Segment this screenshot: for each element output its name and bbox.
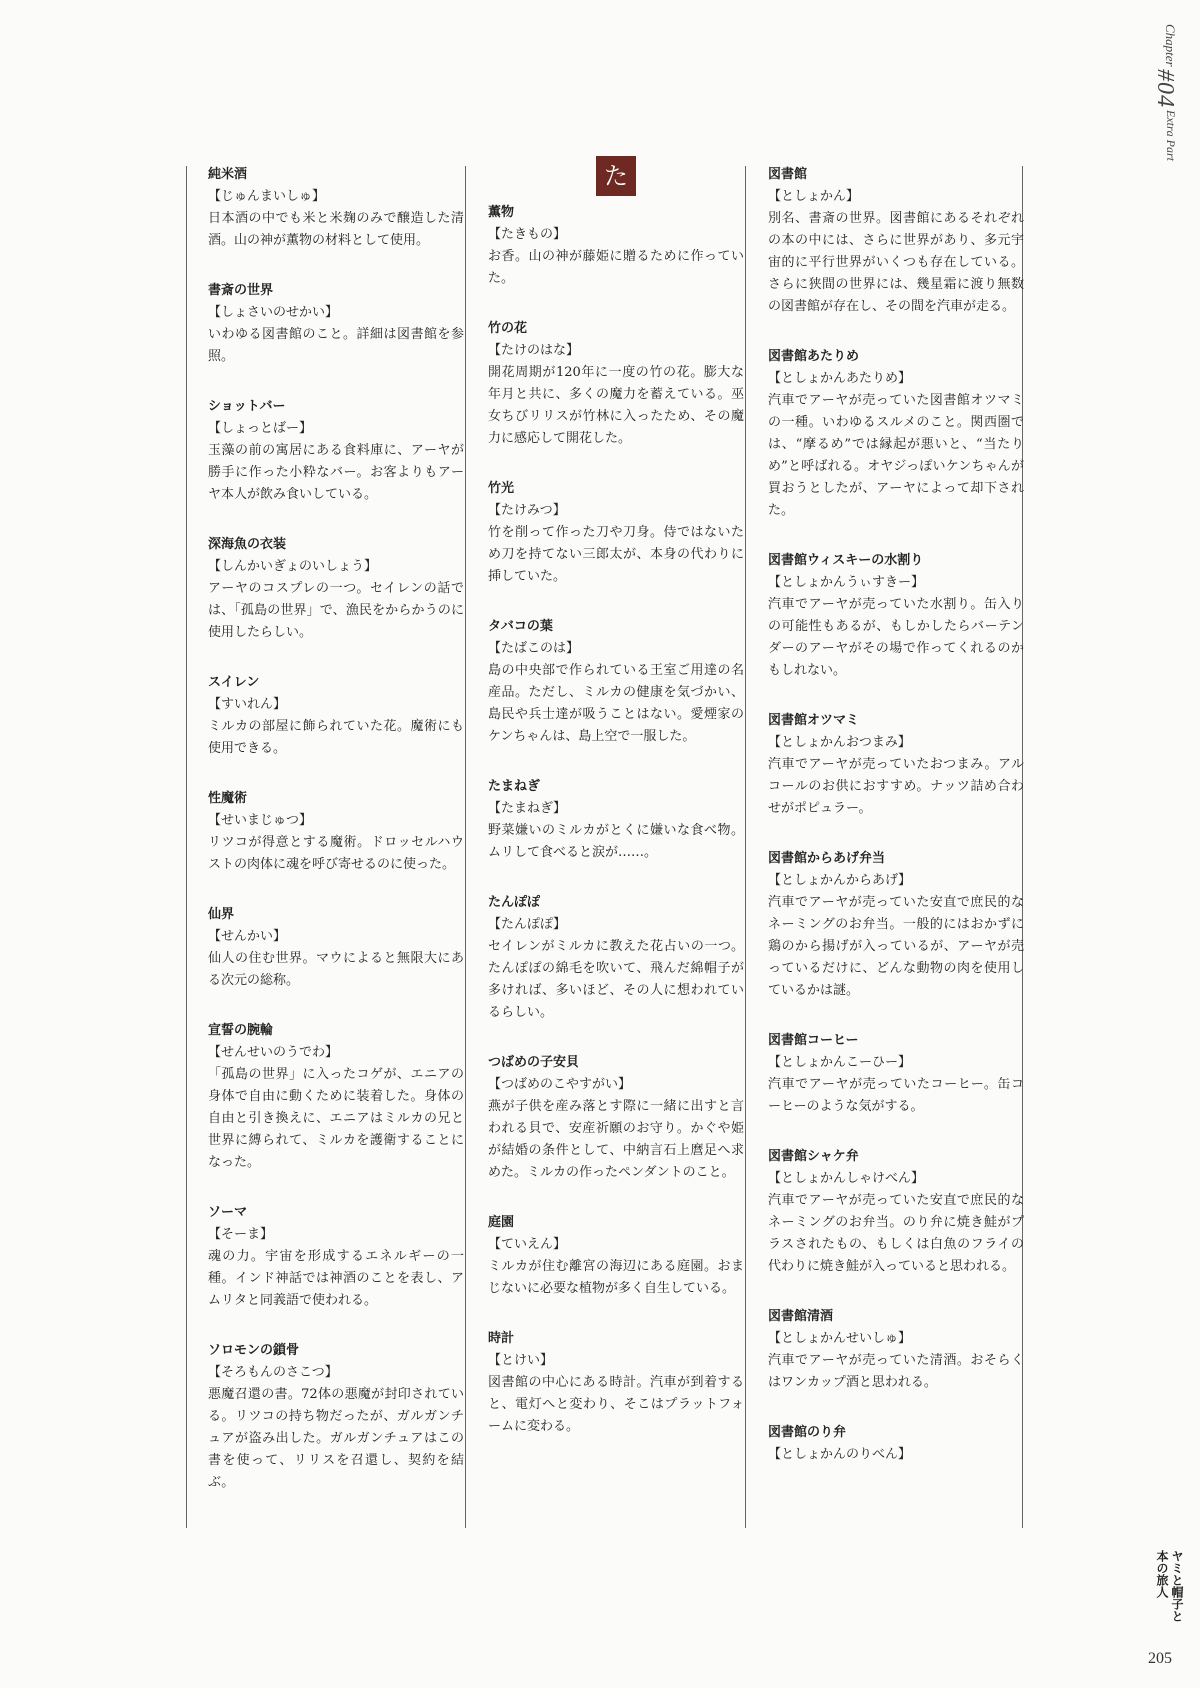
entry-description: セイレンがミルカに教えた花占いの一つ。たんぽぽの綿毛を吹いて、飛んだ綿帽子が多ければ、多いほど、その人に想われているらしい。 (488, 939, 744, 1020)
entry-term: タバコの葉 (488, 619, 553, 634)
entry-term: 図書館のり弁 (768, 1425, 847, 1440)
entry-reading: 【としょかんおつまみ】 (768, 735, 911, 750)
entry-reading: 【せんかい】 (208, 929, 287, 944)
entry-description: リツコが得意とする魔術。ドロッセルハウストの肉体に魂を呼び寄せるのに使った。 (208, 835, 464, 872)
entry-reading: 【たきもの】 (488, 227, 567, 242)
entry-term: 純米酒 (208, 167, 248, 182)
entry-reading: 【たまねぎ】 (488, 801, 567, 816)
entry-term: たんぽぽ (488, 895, 541, 910)
entry-description: 汽車でアーヤが売っていたコーヒー。缶コーヒーのような気がする。 (768, 1077, 1024, 1114)
entry-reading: 【せいまじゅつ】 (208, 813, 313, 828)
book-title (1154, 1550, 1184, 1622)
entry-description: お香。山の神が藤姫に贈るために作っていた。 (488, 249, 744, 286)
entry-description: 開花周期が120年に一度の竹の花。膨大な年月と共に、多くの魔力を蓄えている。巫女ちびリリスが竹林に入ったため、その魔力に感応して開花した。 (488, 365, 744, 446)
glossary-entry (208, 396, 464, 506)
entry-description: 魂の力。宇宙を形成するエネルギーの一種。インド神話では神酒のことを表し、アムリタと同義語で使われる。 (208, 1249, 464, 1308)
entry-term: スイレン (208, 675, 260, 690)
glossary-entry (768, 1146, 1024, 1278)
entry-description: 仙人の住む世界。マウによると無限大にある次元の総称。 (208, 951, 464, 988)
entry-term: 書斎の世界 (208, 283, 274, 298)
entry-reading: 【じゅんまいしゅ】 (208, 189, 326, 204)
entry-description: 玉藻の前の寓居にある食料庫に、アーヤが勝手に作った小粋なバー。お客よりもアーヤ本人が飲み食いしている。 (208, 443, 464, 502)
entry-description: 別名、書斎の世界。図書館にあるそれぞれの本の中には、さらに世界があり、多元宇宙的に平行世界がいくつも存在している。さらに狭間の世界には、幾星霜に渡り無数の図書館が存在し、その間を汽車が走る。 (768, 211, 1024, 314)
entry-term: 図書館からあげ弁当 (768, 851, 886, 866)
glossary-entry (208, 672, 464, 760)
entry-description: 汽車でアーヤが売っていた図書館オツマミの一種。いわゆるスルメのこと。関西圏では、“摩るめ”では縁起が悪いと、“当たりめ”と呼ばれる。オヤジっぽいケンちゃんが買おうとしたが、アーヤによって却下された。 (768, 393, 1024, 518)
glossary-entry (208, 1020, 464, 1174)
entry-description: アーヤのコスプレの一つ。セイレンの話では、「孤島の世界」で、漁民をからかうのに使用したらしい。 (208, 581, 464, 640)
glossary-entry (488, 202, 744, 290)
entry-reading: 【すいれん】 (208, 697, 287, 712)
entry-term: 庭園 (488, 1215, 515, 1230)
entry-description: 野菜嫌いのミルカがとくに嫌いな食べ物。ムリして食べると涙が……。 (488, 823, 744, 860)
glossary-entry (768, 710, 1024, 820)
glossary-column-1 (208, 164, 464, 1522)
glossary-entry (208, 788, 464, 876)
entry-term: 宣誓の腕輪 (208, 1023, 274, 1038)
entry-reading: 【ていえん】 (488, 1237, 567, 1252)
entry-reading: 【としょかんこーひー】 (768, 1055, 912, 1070)
entry-term: たまねぎ (488, 779, 541, 794)
entry-term: ソーマ (208, 1205, 248, 1220)
glossary-entry (488, 892, 744, 1024)
entry-description: 汽車でアーヤが売っていた清酒。おそらくはワンカップ酒と思われる。 (768, 1353, 1024, 1390)
entry-term: ソロモンの鎖骨 (208, 1343, 300, 1358)
entry-reading: 【としょかんあたりめ】 (768, 371, 912, 386)
entry-reading: 【としょかんからあげ】 (768, 873, 912, 888)
entry-description: 汽車でアーヤが売っていたおつまみ。アルコールのお供におすすめ。ナッツ詰め合わせがポピュラー。 (768, 757, 1024, 816)
entry-term: 図書館清酒 (768, 1309, 834, 1324)
entry-description: 竹を削って作った刀や刀身。侍ではないため刀を持てない三郎太が、本身の代わりに挿していた。 (488, 525, 744, 584)
entry-term: 仙界 (208, 907, 235, 922)
entry-reading: 【しんかいぎょのいしょう】 (208, 559, 378, 574)
entry-term: ショットバー (208, 399, 286, 414)
glossary-entry (488, 318, 744, 450)
entry-description: 汽車でアーヤが売っていた安直で庶民的なネーミングのお弁当。一般的にはおかずに鶏のから揚げが入っているが、アーヤが売っているだけに、どんな動物の肉を使用しているかは謎。 (768, 895, 1024, 998)
entry-reading: 【そーま】 (208, 1227, 274, 1242)
glossary-column-2 (488, 164, 744, 1466)
entry-reading: 【しょっとばー】 (208, 421, 313, 436)
glossary-entry (768, 346, 1024, 522)
glossary-column-3 (768, 164, 1024, 1494)
entry-description: ミルカの部屋に飾られていた花。魔術にも使用できる。 (208, 719, 464, 756)
chapter-number: #04 (1152, 68, 1178, 108)
entry-reading: 【しょさいのせかい】 (208, 305, 339, 320)
glossary-entry (488, 1328, 744, 1438)
glossary-entry (768, 550, 1024, 682)
entry-reading: 【としょかんうぃすきー】 (768, 575, 925, 590)
glossary-entry (768, 164, 1024, 318)
entry-reading: 【そろもんのさこつ】 (208, 1365, 338, 1380)
chapter-label: Chapter (1163, 24, 1178, 67)
section-kana-badge: た (596, 156, 636, 196)
entry-reading: 【とけい】 (488, 1353, 554, 1368)
column-rule-left (186, 166, 187, 1528)
entry-term: 時計 (488, 1331, 515, 1346)
glossary-entry (208, 1202, 464, 1312)
entry-description: 「孤島の世界」に入ったコゲが、エニアの身体で自由に動くために装着した。身体の自由と引き換えに、エニアはミルカの兄と世界に縛られて、ミルカを護衛することになった。 (208, 1067, 464, 1170)
entry-reading: 【たけのはな】 (488, 343, 580, 358)
entry-description: 汽車でアーヤが売っていた安直で庶民的なネーミングのお弁当。のり弁に焼き鮭がプラスされたもの、もしくは白魚のフライの代わりに焼き鮭が入っていると思われる。 (768, 1193, 1024, 1274)
entry-reading: 【つばめのこやすがい】 (488, 1077, 632, 1092)
entry-description: 日本酒の中でも米と米麹のみで醸造した清酒。山の神が薫物の材料として使用。 (208, 211, 464, 248)
column-rule-mid-right (745, 166, 746, 1528)
glossary-entry (208, 280, 464, 368)
entry-reading: 【としょかんのりべん】 (768, 1447, 912, 1462)
entry-reading: 【としょかんせいしゅ】 (768, 1331, 912, 1346)
entry-description: 悪魔召還の書。72体の悪魔が封印されている。リツコの持ち物だったが、ガルガンチュアが盗み出した。ガルガンチュアはこの書を使って、リリスを召還し、契約を結ぶ。 (208, 1387, 464, 1490)
page-number: 205 (1148, 1650, 1172, 1667)
entry-term: 図書館ウィスキーの水割り (768, 553, 924, 568)
glossary-entry (208, 534, 464, 644)
entry-reading: 【としょかんしゃけべん】 (768, 1171, 925, 1186)
entry-reading: 【たけみつ】 (488, 503, 566, 518)
entry-term: 図書館 (768, 167, 808, 182)
entry-term: 竹光 (488, 481, 515, 496)
entry-term: 図書館オツマミ (768, 713, 860, 728)
book-title-line-2: 本の旅人 (1155, 1550, 1169, 1598)
glossary-entry (208, 1340, 464, 1494)
glossary-entry (768, 1030, 1024, 1118)
entry-reading: 【せんせいのうでわ】 (208, 1045, 339, 1060)
entry-term: つばめの子安貝 (488, 1055, 580, 1070)
entry-term: 深海魚の衣装 (208, 537, 287, 552)
entry-description: 汽車でアーヤが売っていた水割り。缶入りの可能性もあるが、もしかしたらバーテンダーのアーヤがその場で作ってくれるのかもしれない。 (768, 597, 1024, 678)
glossary-entry (768, 848, 1024, 1002)
glossary-entry (488, 1052, 744, 1184)
entry-reading: 【たんぽぽ】 (488, 917, 567, 932)
entry-description: 図書館の中心にある時計。汽車が到着すると、電灯へと変わり、そこはプラットフォームに変わる。 (488, 1375, 744, 1434)
column-rule-mid-left (465, 166, 466, 1528)
glossary-entry (208, 164, 464, 252)
chapter-marker (1151, 24, 1178, 161)
book-title-line-1: ヤミと帽子と (1170, 1550, 1184, 1622)
entry-term: 図書館あたりめ (768, 349, 860, 364)
entry-description: 島の中央部で作られている王室ご用達の名産品。ただし、ミルカの健康を気づかい、島民や兵士達が吸うことはない。愛煙家のケンちゃんは、島上空で一服した。 (488, 663, 744, 744)
glossary-entry (488, 1212, 744, 1300)
entry-description: 燕が子供を産み落とす際に一緒に出すと言われる貝で、安産祈願のお守り。かぐや姫が結婚の条件として、中納言石上麿足へ求めた。ミルカの作ったペンダントのこと。 (488, 1099, 744, 1180)
glossary-entry (768, 1306, 1024, 1394)
entry-description: いわゆる図書館のこと。詳細は図書館を参照。 (208, 327, 464, 364)
glossary-entry (768, 1422, 1024, 1466)
entry-term: 図書館コーヒー (768, 1033, 859, 1048)
entry-term: 薫物 (488, 205, 515, 220)
entry-reading: 【たばこのは】 (488, 641, 580, 656)
entry-description: ミルカが住む離宮の海辺にある庭園。おまじないに必要な植物が多く自生している。 (488, 1259, 744, 1296)
glossary-entry (488, 478, 744, 588)
chapter-subtitle: Extra Part (1164, 109, 1178, 161)
glossary-entry (488, 776, 744, 864)
entry-term: 性魔術 (208, 791, 248, 806)
entry-term: 竹の花 (488, 321, 528, 336)
entry-reading: 【としょかん】 (768, 189, 860, 204)
entry-term: 図書館シャケ弁 (768, 1149, 859, 1164)
glossary-entry (488, 616, 744, 748)
glossary-entry (208, 904, 464, 992)
